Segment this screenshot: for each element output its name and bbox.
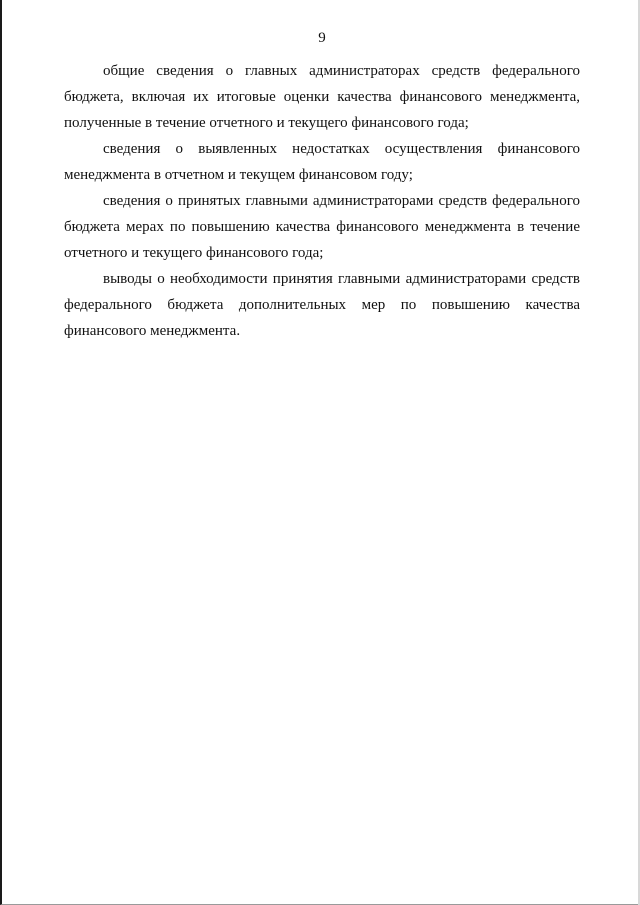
- document-body: [64, 58, 580, 344]
- paragraph-measures-taken: сведения о принятых главными администраторами средств федерального бюджета мерах по повышению качества финансового менеджмента в течение отчетного и текущего финансового года;: [64, 193, 580, 261]
- paragraph-general-info: общие сведения о главных администраторах средств федерального бюджета, включая их итоговые оценки качества финансового менеджмента, полученные в течение отчетного и текущего финансового года;: [64, 63, 580, 131]
- paragraph-deficiencies: сведения о выявленных недостатках осуществления финансового менеджмента в отчетном и текущем финансовом году;: [64, 141, 580, 183]
- paragraph-conclusions: выводы о необходимости принятия главными администраторами средств федерального бюджета дополнительных мер по повышению качества финансового менеджмента.: [64, 271, 580, 339]
- page-number: 9: [318, 30, 326, 46]
